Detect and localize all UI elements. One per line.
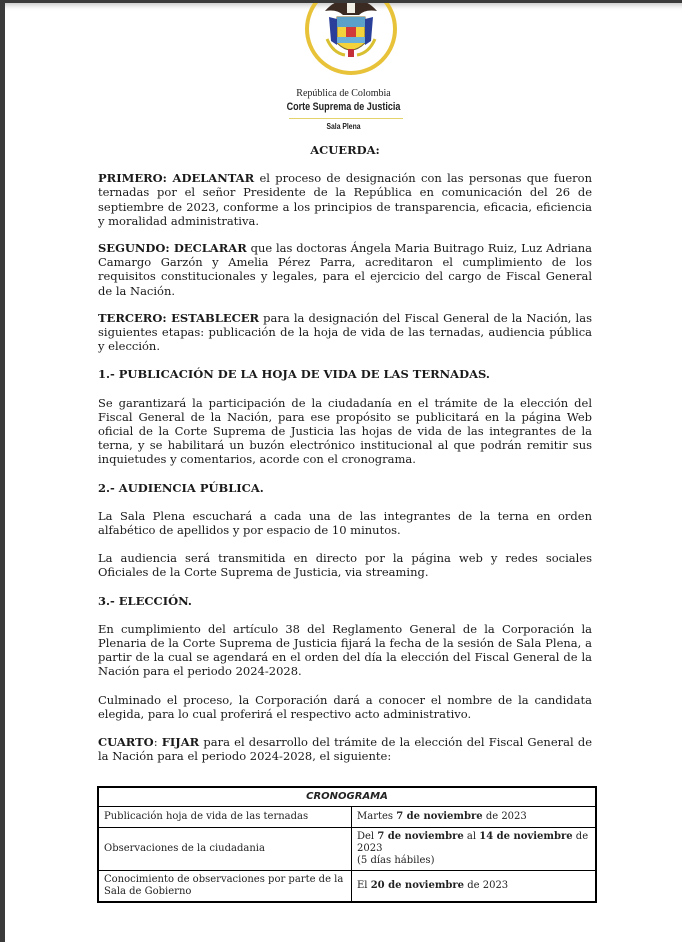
date-note: (5 días hábiles) <box>357 855 435 866</box>
schedule-date <box>352 828 597 871</box>
schedule-header-row <box>98 787 596 807</box>
section-paragraph: La Sala Plena escuchará a cada una de las integrantes de la terna en orden alfabético de apellidos y por espacio de 10 minutos. <box>98 508 592 538</box>
article-text: para el desarrollo del trámite de la elección del Fiscal General de la Nación para el periodo 2024-2028, el siguiente: <box>98 735 592 764</box>
date-text: Martes <box>357 811 397 822</box>
date-bold: 14 de noviembre <box>479 831 573 842</box>
document-body <box>98 143 592 764</box>
label-separator: : <box>153 735 162 750</box>
section-paragraph: Culminado el proceso, la Corporación dará a conocer el nombre de la candidata elegida, para lo cual proferirá el respectivo acto administrativo. <box>98 692 592 721</box>
article-label: SEGUNDO: DECLARAR <box>98 241 247 256</box>
document-title: ACUERDA: <box>310 143 380 157</box>
date-text: El <box>357 880 371 891</box>
section-paragraph: La audiencia será transmitida en directo por la página web y redes sociales Oficiales de la Corte Suprema de Justicia, via streaming. <box>98 551 592 580</box>
date-bold: 7 de noviembre <box>396 811 483 822</box>
section-heading-publicacion: 1.- PUBLICACIÓN DE LA HOJA DE VIDA DE LAS TERNADAS. <box>98 367 490 382</box>
article-label: FIJAR <box>161 735 200 750</box>
article-label: TERCERO: ESTABLECER <box>98 310 260 325</box>
header-republic: República de Colombia <box>296 88 391 99</box>
article-tercero <box>98 311 592 354</box>
date-bold: 20 de noviembre <box>370 880 465 891</box>
article-segundo <box>98 241 592 298</box>
colombia-coat-of-arms-icon <box>303 3 399 77</box>
date-text: Del <box>357 831 378 842</box>
article-text: que las doctoras Ángela Maria Buitrago Ruiz, Luz Adriana Camargo Garzón y Amelia Pérez Parra, acreditaron el cumplimiento de los requisitos constitucionales y legales, para el ejercicio del cargo de Fiscal General de la Nación. <box>98 241 592 298</box>
date-text: de 2023 <box>482 811 527 822</box>
section-heading-eleccion: 3.- ELECCIÓN. <box>98 593 192 608</box>
section-heading-audiencia: 2.- AUDIENCIA PÚBLICA. <box>98 480 264 495</box>
date-bold: 7 de noviembre <box>377 831 464 842</box>
section-paragraph: Se garantizará la participación de la ciudadanía en el trámite de la elección del Fiscal General de la Nación, para ese propósito se publicitará en la página Web oficial de la Corte Suprema de Justicia las hojas de vida de las integrantes de la terna, y se habilitará un buzón electrónico institucional al que podrán remitir sus inquietudes y comentarios, acorde con el cronograma. <box>98 395 592 467</box>
date-text: de 2023 <box>464 880 509 891</box>
table-row <box>98 807 596 828</box>
table-row <box>98 828 596 871</box>
schedule-date <box>352 807 597 828</box>
date-text: de 2023 <box>357 831 589 854</box>
schedule-stage: Conocimiento de observaciones por parte de la Sala de Gobierno <box>98 871 352 903</box>
document-page <box>5 3 682 942</box>
header-divider <box>289 118 403 119</box>
section-paragraph: En cumplimiento del artículo 38 del Reglamento General de la Corporación la Plenaria de la Corte Suprema de Justicia fijará la fecha de la sesión de Sala Plena, a partir de la cual se agendará en el orden del día la elección del Fiscal General de la Nación para el periodo 2024-2028. <box>98 621 592 679</box>
schedule-table <box>97 786 597 903</box>
date-text: al <box>463 831 480 842</box>
schedule-stage: Publicación hoja de vida de las ternadas <box>98 807 352 828</box>
header-chamber: Sala Plena <box>326 122 361 131</box>
schedule-stage: Observaciones de la ciudadania <box>98 828 352 871</box>
table-row <box>98 871 596 903</box>
article-cuarto <box>98 735 592 763</box>
header-court-name: Corte Suprema de Justicia <box>286 101 401 113</box>
schedule-title: CRONOGRAMA <box>98 787 596 807</box>
article-label: PRIMERO: ADELANTAR <box>98 171 255 186</box>
schedule-date <box>352 871 597 903</box>
article-primero <box>98 171 592 228</box>
article-label: CUARTO <box>98 735 154 750</box>
article-text: para la designación del Fiscal General de la Nación, las siguientes etapas: publicación de la hoja de vida de las ternadas, audiencia pública y elección. <box>98 310 592 354</box>
article-text: el proceso de designación con las personas que fueron ternadas por el señor Presidente de la República en comunicación del 26 de septiembre de 2023, conforme a los principios de transparencia, eficacia, eficiencia y moralidad administrativa. <box>98 171 592 228</box>
